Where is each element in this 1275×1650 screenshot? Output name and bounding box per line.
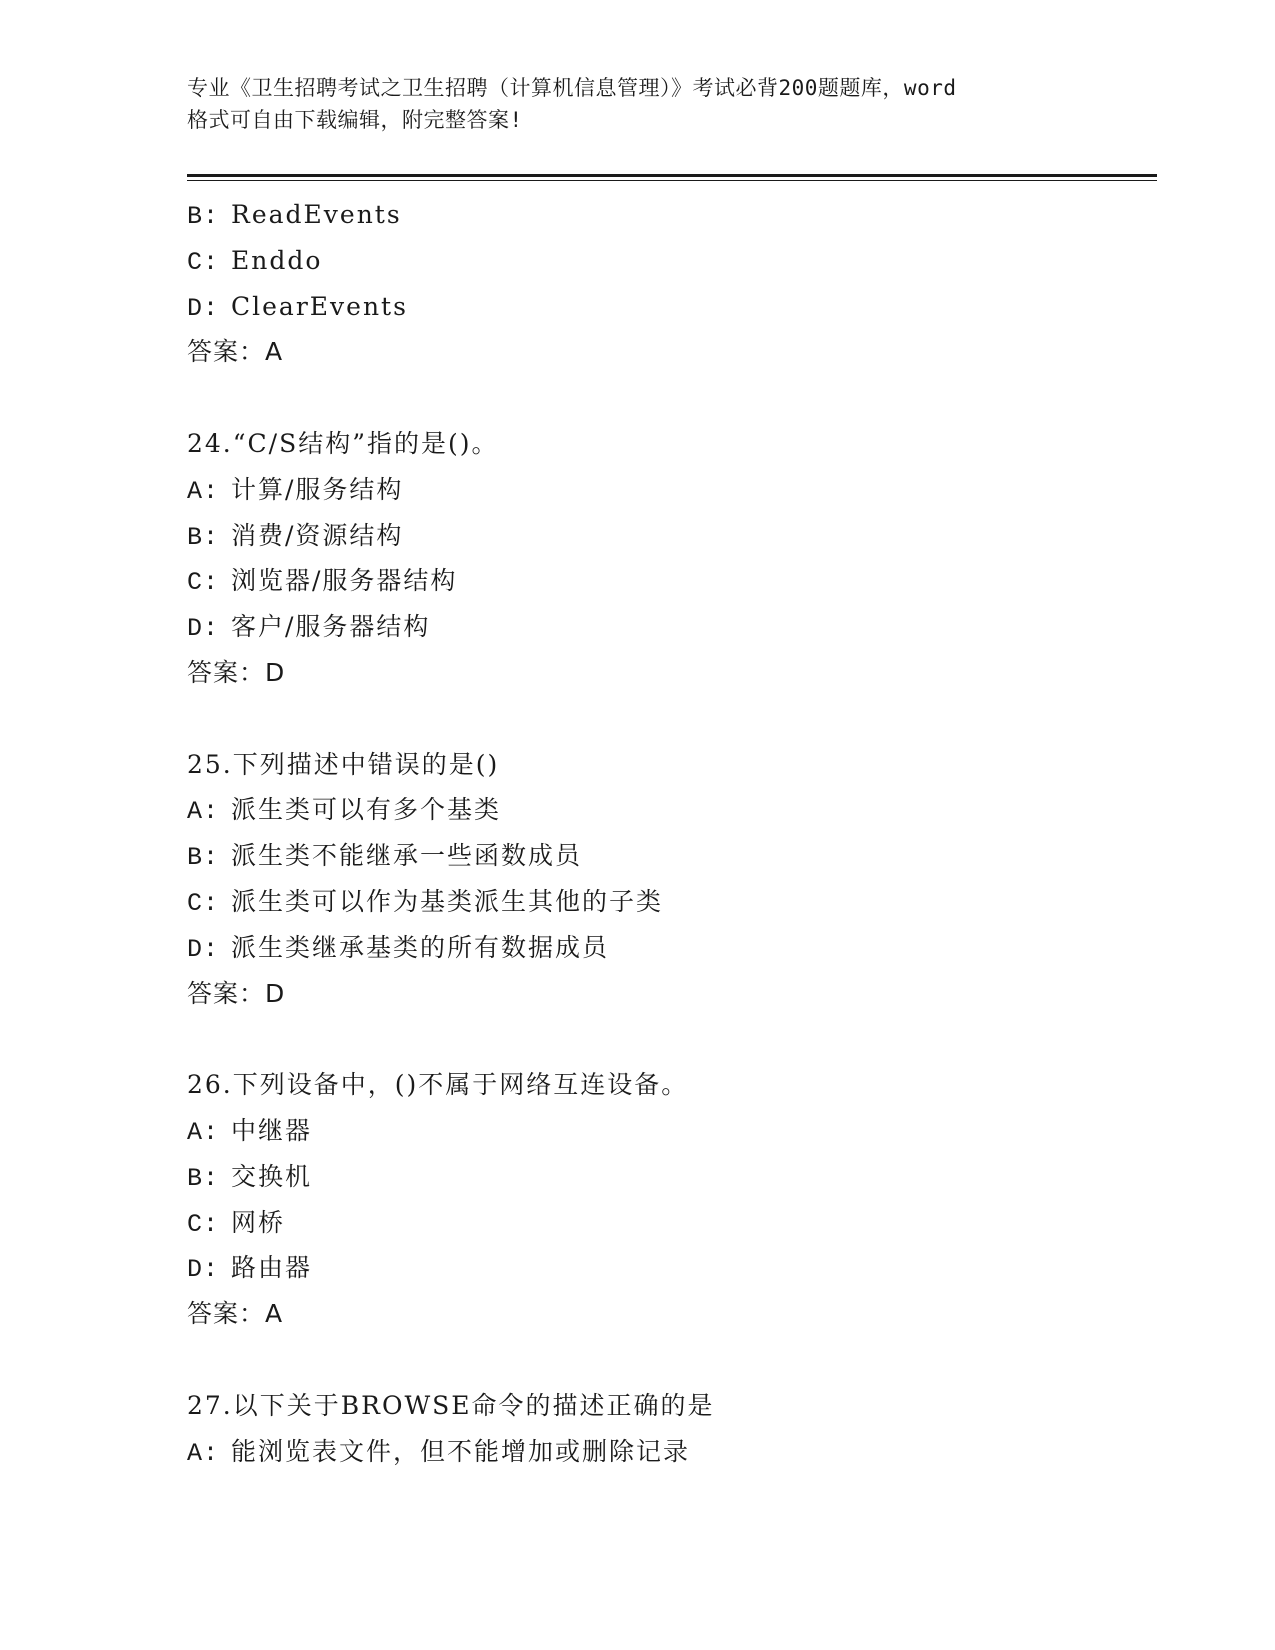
- question-stem: 27.以下关于BROWSE命令的描述正确的是: [187, 1390, 715, 1420]
- option-text: 能浏览表文件，但不能增加或删除记录: [231, 1436, 691, 1466]
- option-text: 浏览器/服务器结构: [231, 566, 458, 596]
- option-key: C:: [187, 1209, 220, 1239]
- question-list: [187, 192, 1157, 1474]
- option-b: [187, 833, 1157, 879]
- option-c: [187, 238, 1157, 284]
- option-c: [187, 558, 1157, 604]
- question-stem: 26.下列设备中，()不属于网络互连设备。: [187, 1070, 689, 1100]
- option-text: 计算/服务结构: [231, 474, 404, 504]
- document-page: [187, 72, 1157, 1474]
- option-text: 客户/服务器结构: [231, 612, 431, 642]
- option-text: 派生类不能继承一些函数成员: [231, 841, 583, 871]
- option-text: ClearEvents: [231, 291, 408, 321]
- option-key: B:: [187, 202, 220, 231]
- answer-line: 答案：D: [187, 657, 286, 687]
- option-text: 路由器: [231, 1253, 313, 1283]
- spacer: [187, 375, 1157, 421]
- question-stem: 25.下列描述中错误的是(): [187, 749, 500, 779]
- option-text: 派生类可以作为基类派生其他的子类: [231, 886, 664, 916]
- option-key: D:: [187, 614, 220, 644]
- option-key: A:: [187, 1438, 220, 1468]
- header-line-1: 专业《卫生招聘考试之卫生招聘（计算机信息管理）》考试必背200题题库，word: [187, 76, 957, 100]
- option-key: D:: [187, 293, 220, 323]
- option-text: 消费/资源结构: [231, 520, 404, 550]
- option-b: [187, 1154, 1157, 1200]
- answer-line: 答案：D: [187, 978, 286, 1008]
- option-key: C:: [187, 568, 220, 598]
- question-stem: 24.“C/S结构”指的是()。: [187, 428, 499, 458]
- option-key: B:: [187, 1163, 220, 1193]
- option-text: 网桥: [231, 1207, 286, 1237]
- spacer: [187, 696, 1157, 742]
- spacer: [187, 1337, 1157, 1383]
- option-d: [187, 925, 1157, 971]
- option-a: [187, 467, 1157, 513]
- document-header: [187, 72, 1157, 136]
- option-text: 交换机: [231, 1161, 313, 1191]
- option-text: Enddo: [231, 245, 323, 275]
- option-text: 派生类可以有多个基类: [231, 795, 502, 825]
- option-key: C:: [187, 888, 220, 918]
- option-d: [187, 604, 1157, 650]
- option-text: 中继器: [231, 1115, 313, 1145]
- option-text: ReadEvents: [231, 200, 402, 229]
- header-divider: [187, 174, 1157, 181]
- option-key: C:: [187, 247, 220, 277]
- option-key: A:: [187, 476, 220, 506]
- option-c: [187, 879, 1157, 925]
- option-b: [187, 513, 1157, 559]
- option-key: B:: [187, 843, 220, 873]
- header-line-2: 格式可自由下载编辑，附完整答案!: [187, 108, 523, 132]
- option-a: [187, 1429, 1157, 1475]
- option-c: [187, 1200, 1157, 1246]
- option-key: B:: [187, 522, 220, 552]
- option-b: [187, 192, 1157, 238]
- option-d: [187, 284, 1157, 330]
- option-a: [187, 787, 1157, 833]
- option-d: [187, 1245, 1157, 1291]
- spacer: [187, 1016, 1157, 1062]
- option-key: A:: [187, 797, 220, 827]
- option-key: D:: [187, 934, 220, 964]
- option-a: [187, 1108, 1157, 1154]
- option-text: 派生类继承基类的所有数据成员: [231, 932, 610, 962]
- option-key: A:: [187, 1117, 220, 1147]
- answer-line: 答案：A: [187, 337, 284, 367]
- option-key: D:: [187, 1255, 220, 1285]
- answer-line: 答案：A: [187, 1299, 284, 1329]
